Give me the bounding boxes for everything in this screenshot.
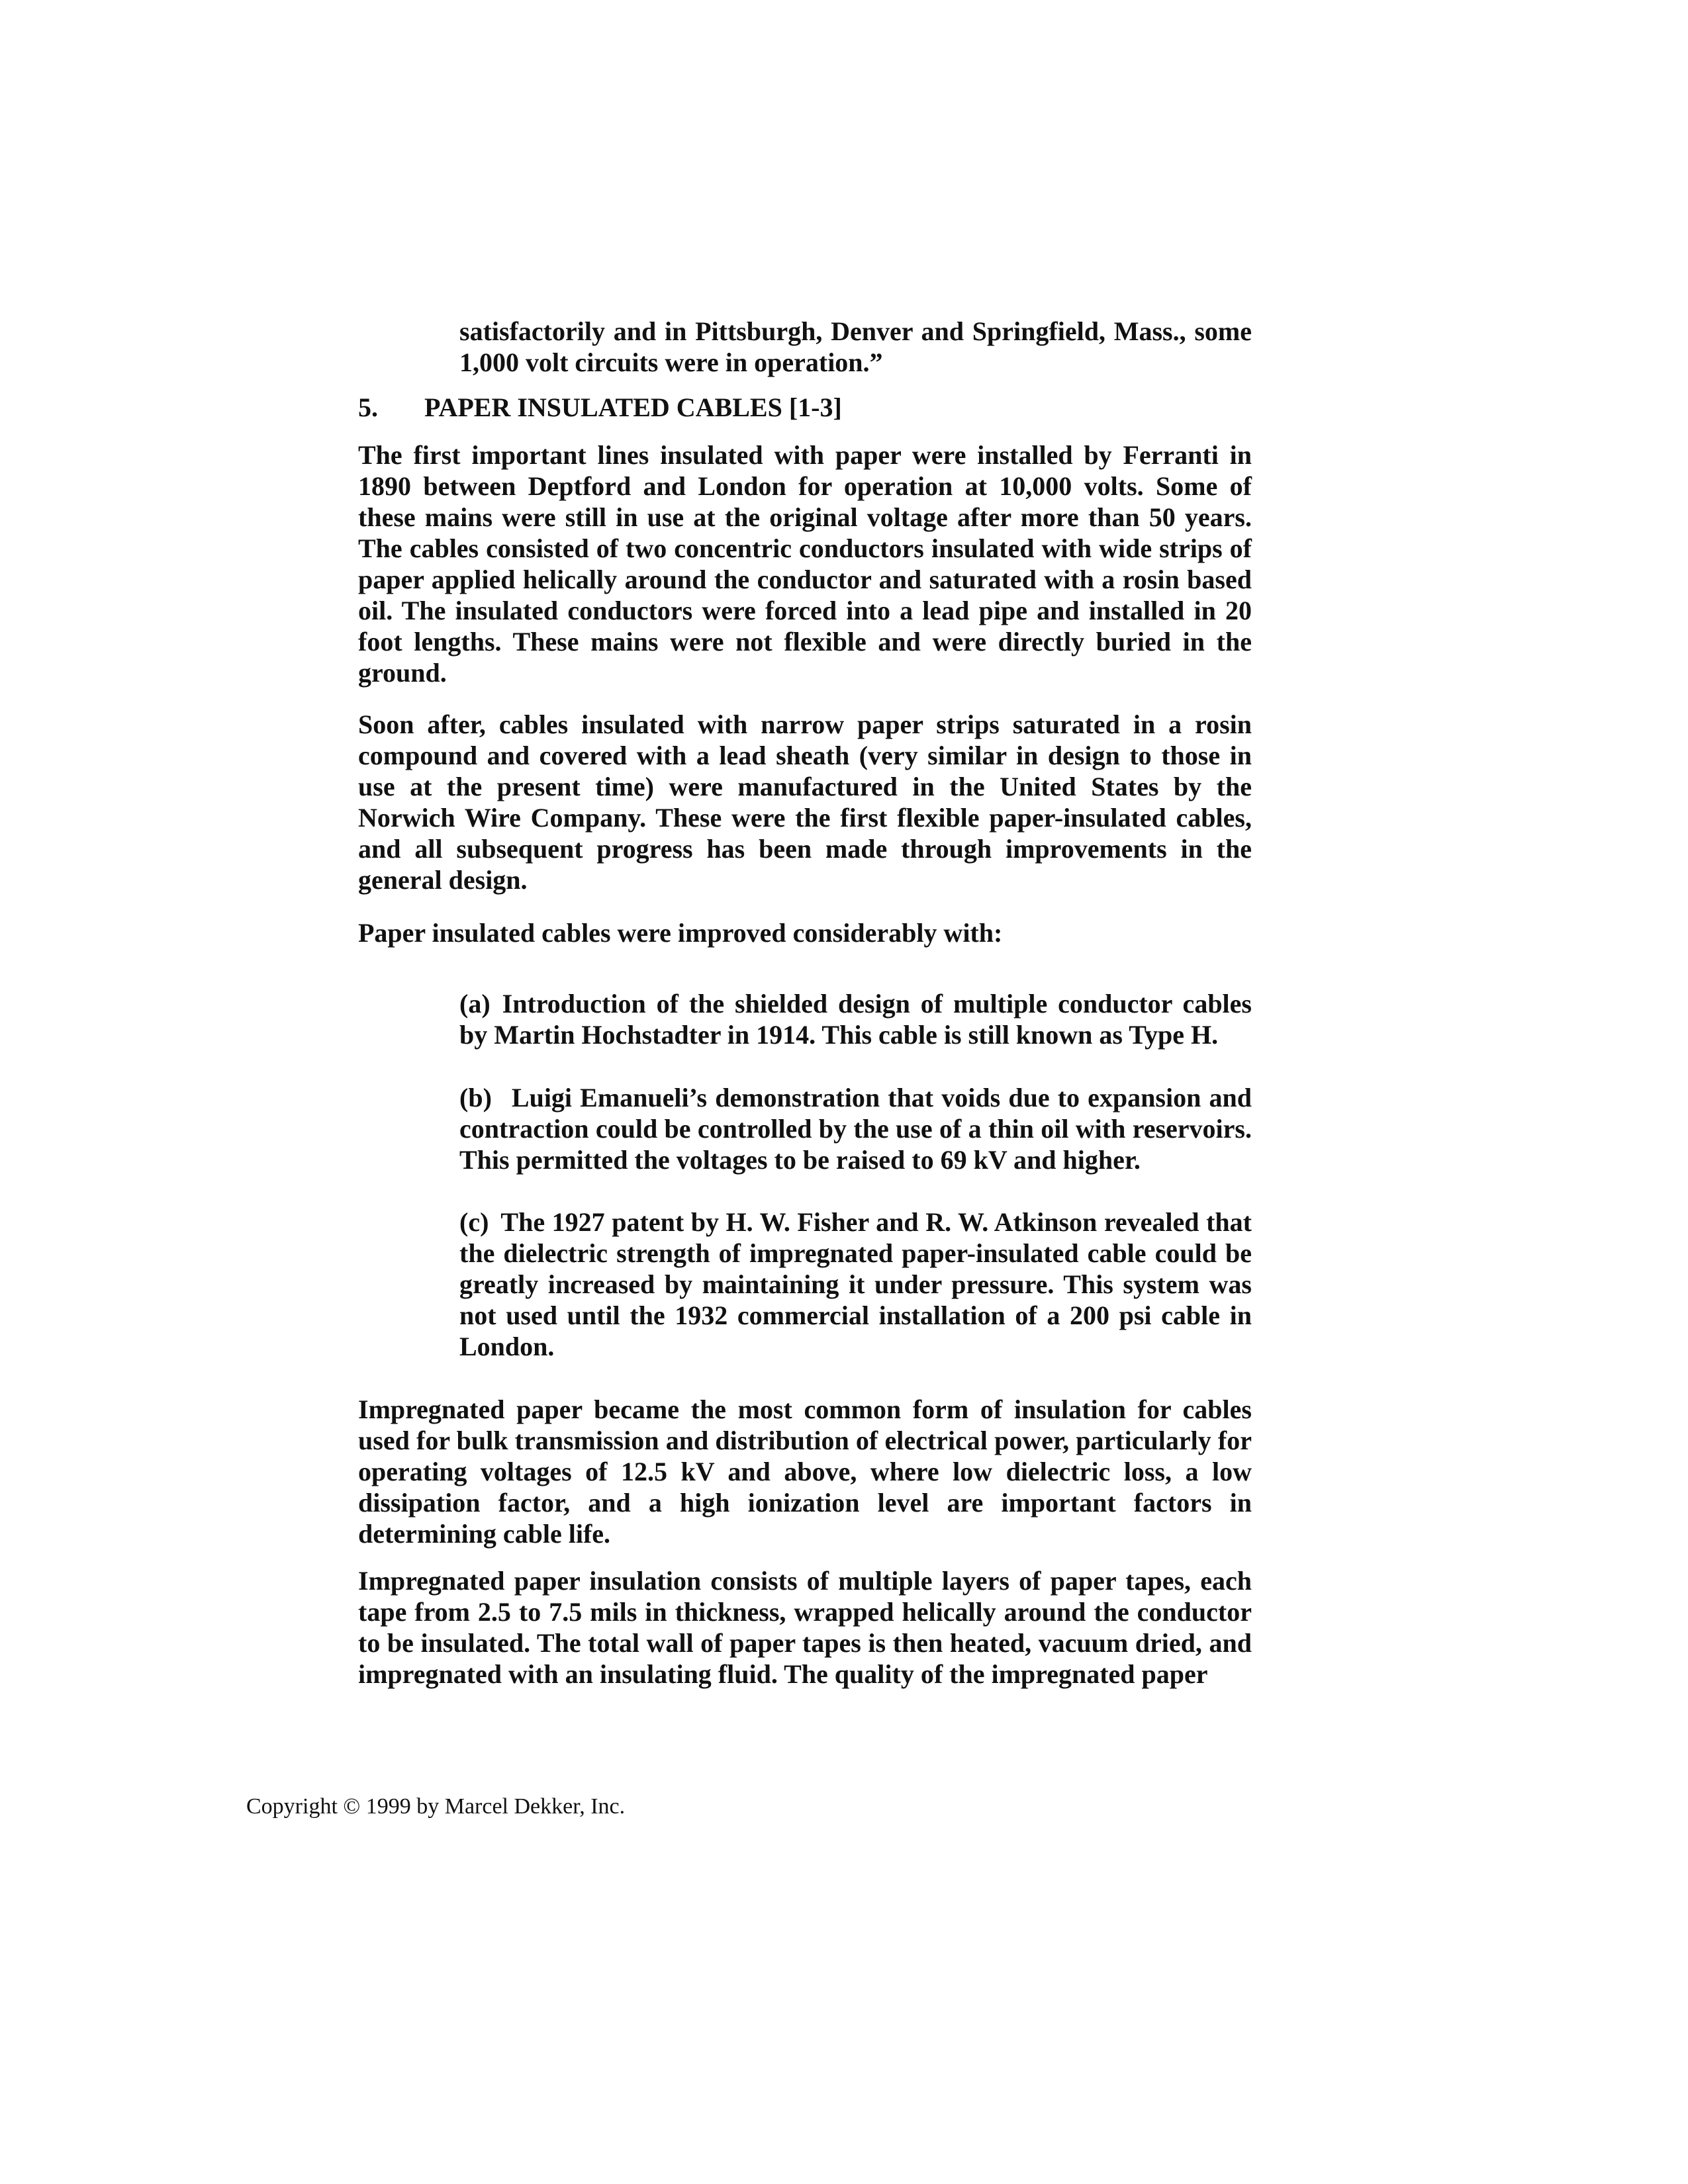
list-item-c <box>459 1206 1252 1362</box>
section-number: 5. <box>358 392 378 422</box>
paragraph-norwich: Soon after, cables insulated with narrow paper strips saturated in a rosin compound and covered with a lead sheath (very similar in design to those in use at the present time) were manufactured in the United States by the Norwich Wire Company. These were the first flexible paper-insulated cables, and all subsequent progress has been made through improvements in the general design. <box>358 709 1252 895</box>
copyright-footer: Copyright © 1999 by Marcel Dekker, Inc. <box>246 1794 626 1819</box>
list-marker: (a) <box>459 989 491 1019</box>
list-marker: (b) <box>459 1083 492 1113</box>
list-item-a <box>459 988 1252 1050</box>
paragraph-improvements-intro: Paper insulated cables were improved considerably with: <box>358 918 1003 948</box>
list-marker: (c) <box>459 1207 489 1237</box>
list-item-text: The 1927 patent by H. W. Fisher and R. W. Atkinson revealed that the dielectric strength of impregnated paper-insulated cable could be greatly increased by maintaining it under pressure. This system was not used until the 1932 commercial installation of a 200 psi cable in London. <box>459 1207 1252 1361</box>
paragraph-ferranti: The first important lines insulated with paper were installed by Ferranti in 1890 between Deptford and London for operation at 10,000 volts. Some of these mains were still in use at the original voltage after more than 50 years. The cables consisted of two concentric conductors insulated with wide strips of paper applied helically around the conductor and saturated with a rosin based oil. The insulated conductors were forced into a lead pipe and installed in 20 foot lengths. These mains were not flexible and were directly buried in the ground. <box>358 440 1252 688</box>
list-item-text: Luigi Emanueli’s demonstration that voids due to expansion and contraction could be controlled by the use of a thin oil with reservoirs. This permitted the voltages to be raised to 69 kV and higher. <box>459 1083 1252 1175</box>
paragraph-paper-insulation: Impregnated paper insulation consists of multiple layers of paper tapes, each tape from 2.5 to 7.5 mils in thickness, wrapped helically around the conductor to be insulated. The total wall of paper tapes is then heated, vacuum dried, and impregnated with an insulating fluid. The quality of the impregnated paper <box>358 1566 1252 1689</box>
continuation-paragraph: satisfactorily and in Pittsburgh, Denver and Springfield, Mass., some 1,000 volt circuits were in operation.” <box>459 316 1252 377</box>
list-item-b <box>459 1082 1252 1175</box>
paragraph-impregnated-paper: Impregnated paper became the most common form of insulation for cables used for bulk transmission and distribution of electrical power, particularly for operating voltages of 12.5 kV and above, where low dielectric loss, a low dissipation factor, and a high ionization level are important factors in determining cable life. <box>358 1394 1252 1549</box>
section-heading <box>358 392 842 423</box>
section-title: PAPER INSULATED CABLES [1-3] <box>424 392 842 422</box>
list-item-text: Introduction of the shielded design of multiple conductor cables by Martin Hochstadter in 1914. This cable is still known as Type H. <box>459 989 1252 1050</box>
